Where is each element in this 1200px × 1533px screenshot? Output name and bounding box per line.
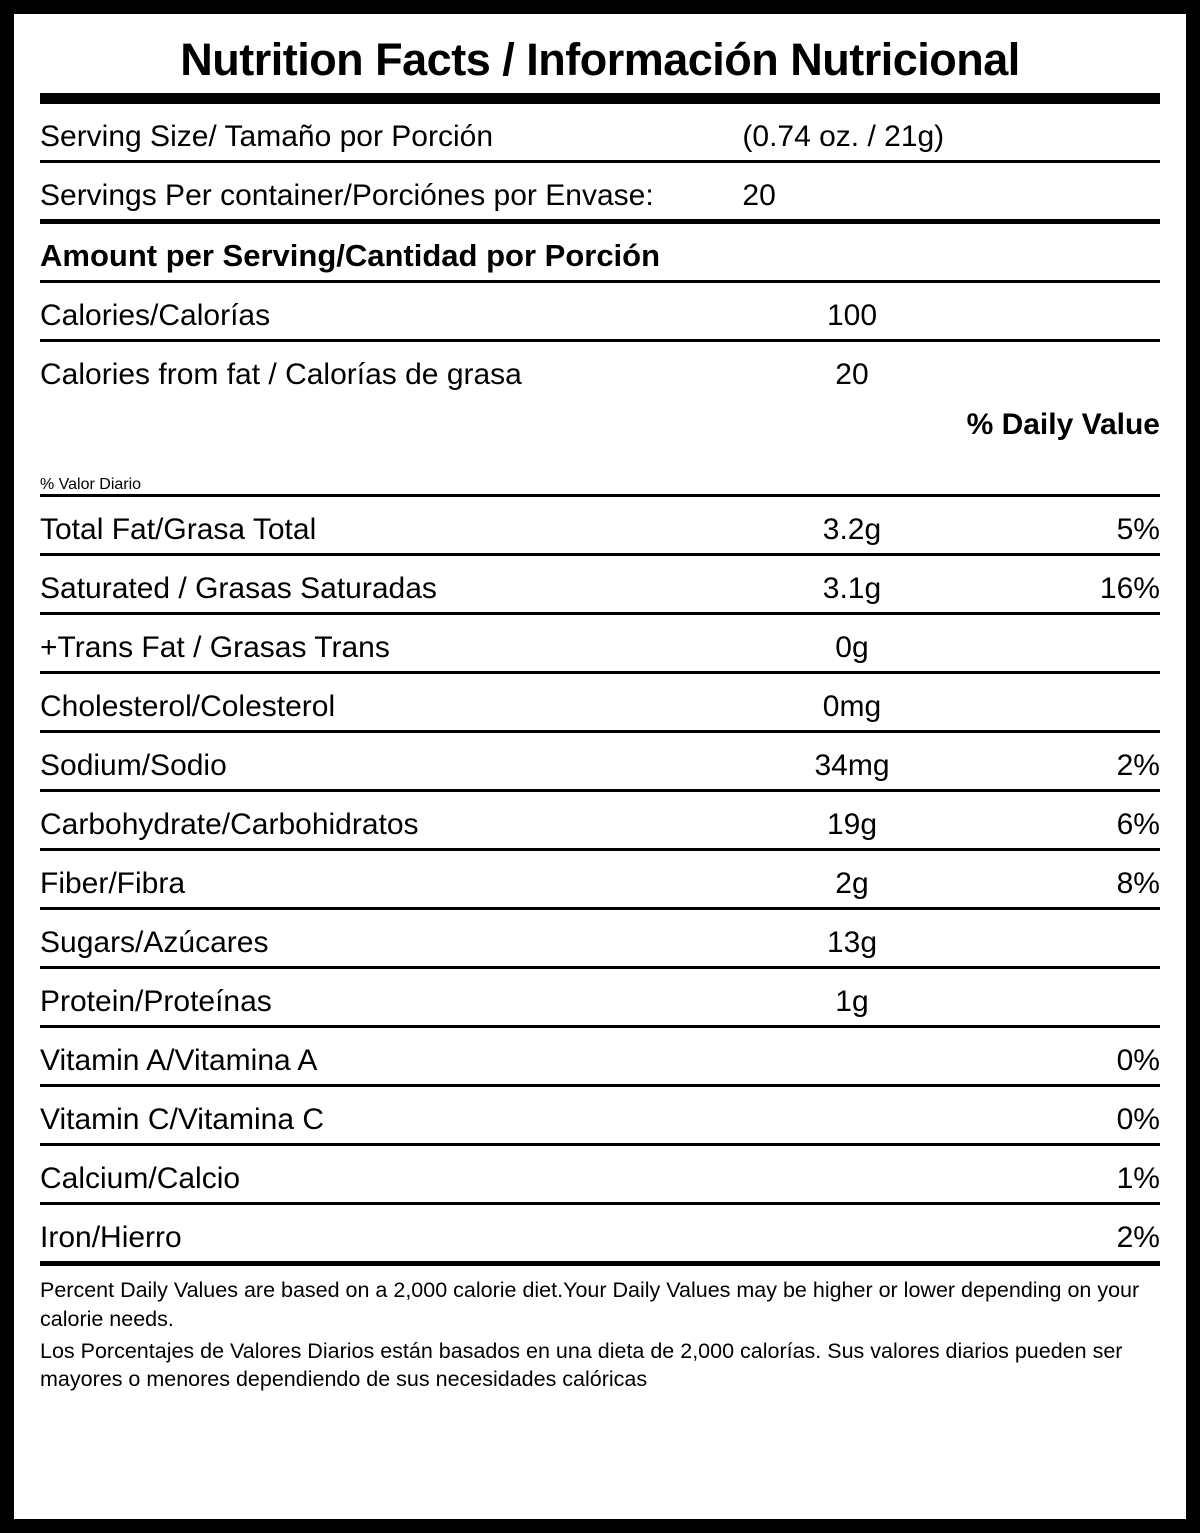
title-divider	[40, 93, 1160, 104]
nutrient-name: Sugars/Azúcares	[40, 926, 269, 960]
amount-per-serving-row	[40, 224, 1160, 283]
nutrient-name: Protein/Proteínas	[40, 985, 272, 1019]
nutrient-name: Vitamin C/Vitamina C	[40, 1103, 325, 1137]
nutrient-value: 3.2g	[822, 513, 882, 547]
serving-size-label: Serving Size/ Tamaño por Porción	[40, 120, 494, 154]
footnote-spanish: Los Porcentajes de Valores Diarios están basados en una dieta de 2,000 calorías. Sus valores diarios pueden ser mayores o menores dependiendo de sus necesidades calóricas	[40, 1339, 1123, 1392]
nutrient-dv: 6%	[1116, 808, 1160, 842]
nutrient-value: 0mg	[822, 690, 882, 724]
footnote-english: Percent Daily Values are based on a 2,000 calorie diet.Your Daily Values may be higher or lower depending on your calorie needs.	[40, 1278, 1140, 1331]
nutrient-value	[734, 1254, 969, 1261]
nutrient-name: Sodium/Sodio	[40, 749, 227, 783]
footnote-block	[40, 1266, 1160, 1398]
daily-value-header-en: % Daily Value	[966, 408, 1160, 442]
nutrient-value	[734, 1077, 969, 1084]
servings-per-container-value: 20	[742, 179, 776, 213]
daily-value-header-es: % Valor Diario	[40, 476, 142, 494]
table-row	[40, 792, 1160, 851]
nutrient-dv: 0%	[1116, 1103, 1160, 1137]
nutrition-label-panel	[14, 14, 1186, 1519]
nutrient-value: 3.1g	[822, 572, 882, 606]
nutrient-dv: 2%	[1116, 1221, 1160, 1255]
calories-label: Calories/Calorías	[40, 299, 271, 333]
nutrient-rows	[40, 497, 1160, 1266]
nutrient-name: Saturated / Grasas Saturadas	[40, 572, 437, 606]
page-title: Nutrition Facts / Información Nutricional	[180, 34, 1020, 85]
nutrient-dv: 1%	[1116, 1162, 1160, 1196]
nutrient-dv: 8%	[1116, 867, 1160, 901]
calories-from-fat-dv	[970, 391, 1160, 398]
calories-row	[40, 283, 1160, 342]
nutrient-name: Vitamin A/Vitamina A	[40, 1044, 318, 1078]
nutrient-value: 13g	[826, 926, 878, 960]
nutrient-value: 0g	[835, 631, 869, 665]
calories-from-fat-row	[40, 342, 1160, 398]
nutrient-name: Fiber/Fibra	[40, 867, 186, 901]
table-row	[40, 615, 1160, 674]
table-row	[40, 733, 1160, 792]
calories-dv	[970, 332, 1160, 339]
nutrient-value: 1g	[835, 985, 869, 1019]
nutrient-dv: 5%	[1116, 513, 1160, 547]
amount-per-serving-label: Amount per Serving/Cantidad por Porción	[40, 238, 661, 274]
nutrient-dv: 16%	[1099, 572, 1160, 606]
amount-per-serving-spacer	[734, 273, 969, 280]
calories-from-fat-label: Calories from fat / Calorías de grasa	[40, 358, 522, 392]
nutrient-dv: 0%	[1116, 1044, 1160, 1078]
table-row	[40, 674, 1160, 733]
table-row	[40, 910, 1160, 969]
table-row	[40, 1087, 1160, 1146]
nutrient-dv: 2%	[1116, 749, 1160, 783]
table-row	[40, 1028, 1160, 1087]
table-row	[40, 851, 1160, 910]
table-row	[40, 497, 1160, 556]
nutrient-value	[734, 1136, 969, 1143]
nutrient-name: Iron/Hierro	[40, 1221, 182, 1255]
nutrient-name: Total Fat/Grasa Total	[40, 513, 317, 547]
nutrient-value: 34mg	[814, 749, 890, 783]
nutrient-name: Carbohydrate/Carbohidratos	[40, 808, 419, 842]
daily-value-header-en-row	[40, 398, 1160, 446]
calories-value: 100	[826, 299, 878, 333]
nutrient-value: 19g	[826, 808, 878, 842]
amount-per-serving-dv-spacer	[970, 273, 1160, 280]
table-row	[40, 1205, 1160, 1266]
nutrient-dv	[970, 664, 1160, 671]
nutrient-dv	[970, 1018, 1160, 1025]
nutrient-value: 2g	[835, 867, 869, 901]
nutrient-name: Calcium/Calcio	[40, 1162, 241, 1196]
table-row	[40, 969, 1160, 1028]
nutrient-name: +Trans Fat / Grasas Trans	[40, 631, 390, 665]
table-row	[40, 1146, 1160, 1205]
calories-from-fat-value: 20	[835, 358, 869, 392]
nutrient-value	[734, 1195, 969, 1202]
daily-value-header-es-row	[40, 446, 1160, 497]
nutrient-dv	[970, 959, 1160, 966]
table-row	[40, 556, 1160, 615]
nutrient-dv	[970, 723, 1160, 730]
nutrient-name: Cholesterol/Colesterol	[40, 690, 336, 724]
servings-per-container-label: Servings Per container/Porciónes por Envase:	[40, 179, 654, 213]
serving-size-value: (0.74 oz. / 21g)	[742, 120, 945, 154]
serving-size-row	[40, 104, 1160, 163]
servings-per-container-row	[40, 163, 1160, 224]
